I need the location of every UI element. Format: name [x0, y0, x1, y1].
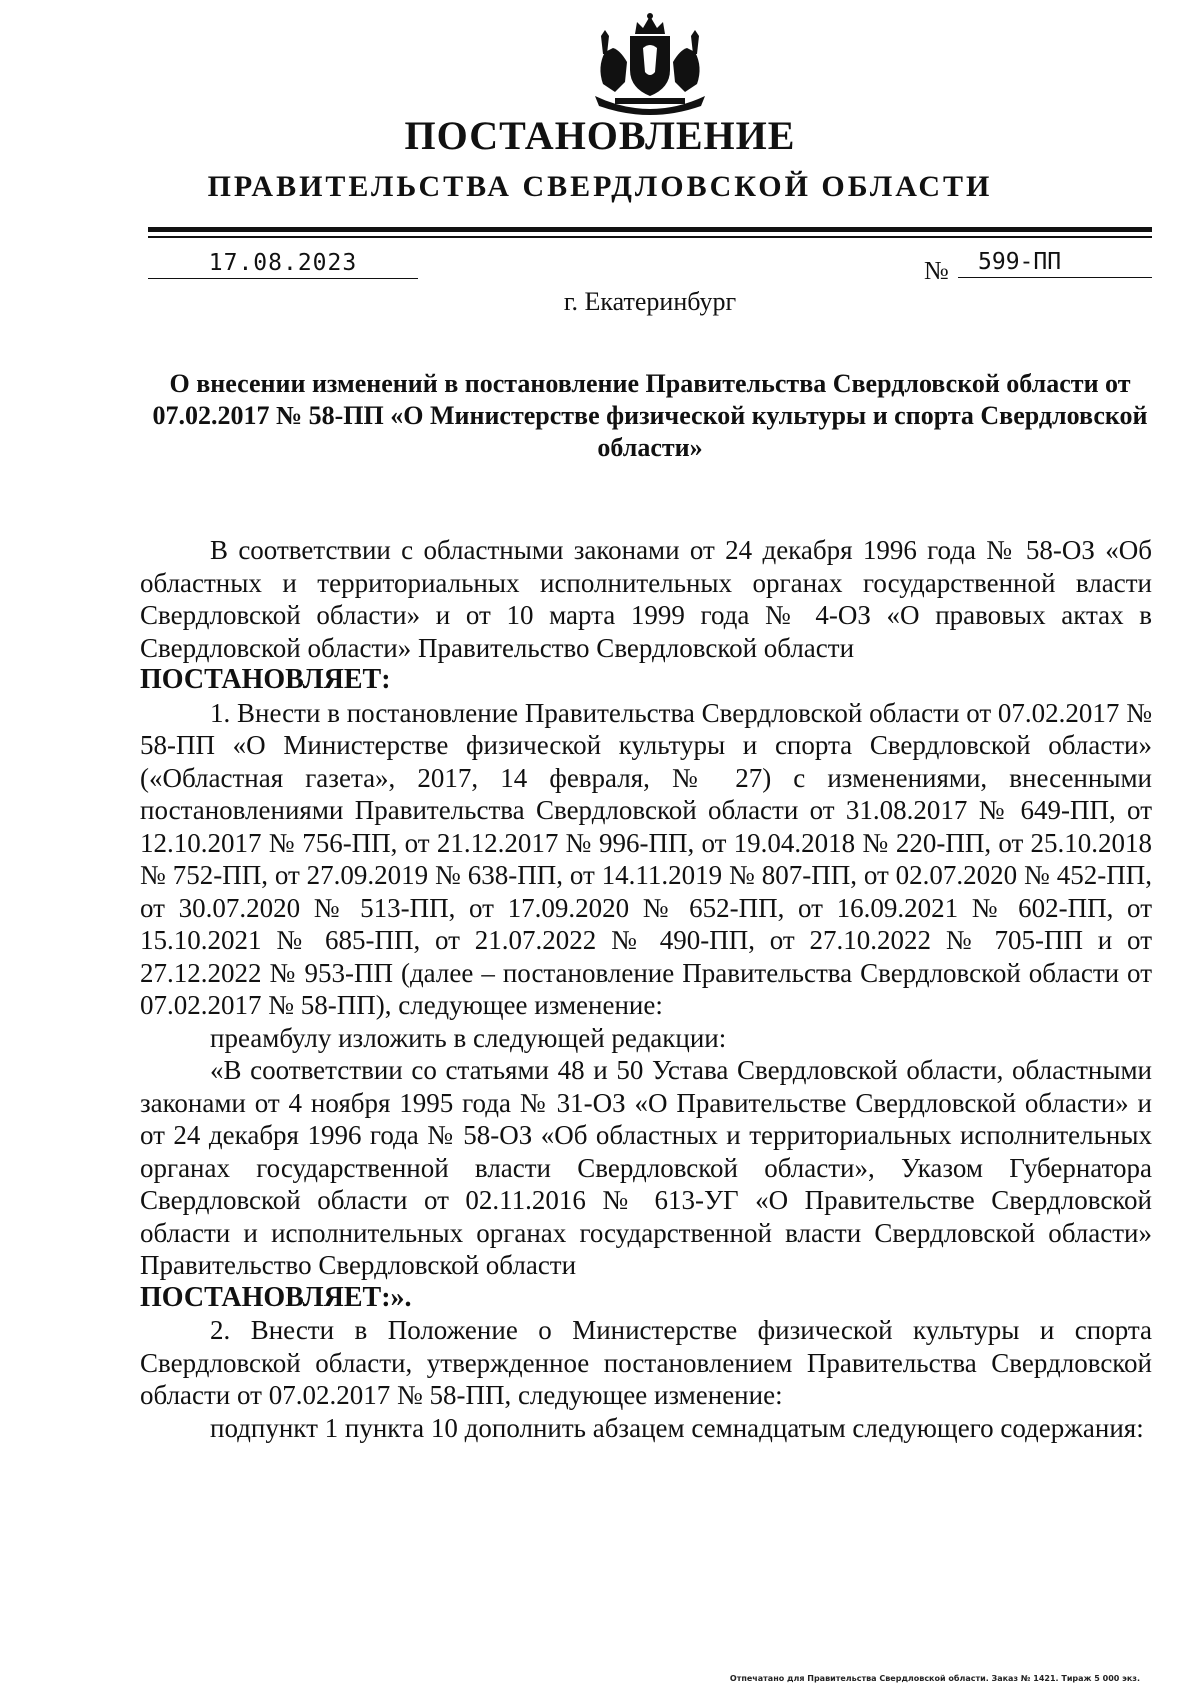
- header-divider-thin: [148, 236, 1152, 238]
- quote-paragraph: «В соответствии со статьями 48 и 50 Устава Свердловской области, областными законами от 4 ноября 1995 года № 31-ОЗ «О Правительстве Свердловской области» и от 24 декабря 1996 года № 58-ОЗ «Об областных и территориальных исполнительных органах государственной власти Свердловской области», Указом Губернатора Свердловской области от 02.11.2016 № 613-УГ «О Правительстве Свердловской области и исполнительных органах государственной власти Свердловской области» Правительство Свердловской области: [140, 1055, 1152, 1280]
- document-number: 599-ПП: [958, 249, 1152, 278]
- coat-of-arms-icon: [575, 12, 725, 122]
- preamble-paragraph: В соответствии с областными законами от 24 декабря 1996 года № 58-ОЗ «Об областных и территориальных исполнительных органах государственной власти Свердловской области» и от 10 марта 1999 года № 4-ОЗ «О правовых актах в Свердловской области» Правительство Свердловской области: [140, 535, 1152, 663]
- header-divider-thick: [148, 227, 1152, 232]
- number-label: №: [924, 256, 949, 285]
- document-date: 17.08.2023: [148, 250, 418, 279]
- print-footer: Отпечатано для Правительства Свердловской области. Заказ № 1421. Тираж 5 000 экз.: [729, 1674, 1140, 1683]
- item-2-sub-paragraph: подпункт 1 пункта 10 дополнить абзацем семнадцатым следующего содержания:: [210, 1412, 1144, 1443]
- item-1-sub-paragraph: преамбулу изложить в следующей редакции:: [210, 1022, 727, 1053]
- item-2-paragraph: 2. Внести в Положение о Министерстве физической культуры и спорта Свердловской области, утвержденное постановлением Правительства Свердловской области от 07.02.2017 № 58-ПП, следующее изменение:: [140, 1315, 1152, 1410]
- document-title: ПОСТАНОВЛЕНИЕ: [404, 113, 796, 158]
- document-body: [140, 534, 1152, 1444]
- document-city: г. Екатеринбург: [563, 287, 737, 316]
- document-heading: О внесении изменений в постановление Правительства Свердловской области от 07.02.2017 № 58-ПП «О Министерстве физической культуры и спорта Свердловской области»: [152, 369, 1148, 462]
- quote-resolves-label: ПОСТАНОВЛЯЕТ:».: [140, 1281, 412, 1313]
- document-subtitle: ПРАВИТЕЛЬСТВА СВЕРДЛОВСКОЙ ОБЛАСТИ: [207, 170, 993, 203]
- resolves-label: ПОСТАНОВЛЯЕТ:: [140, 664, 391, 695]
- item-1-paragraph: 1. Внести в постановление Правительства Свердловской области от 07.02.2017 № 58-ПП «О Министерстве физической культуры и спорта Свердловской области» («Областная газета», 2017, 14 февраля, № 27) с изменениями, внесенными постановлениями Правительства Свердловской области от 31.08.2017 № 649-ПП, от 12.10.2017 № 756-ПП, от 21.12.2017 № 996-ПП, от 19.04.2018 № 220-ПП, от 25.10.2018 № 752-ПП, от 27.09.2019 № 638-ПП, от 14.11.2019 № 807-ПП, от 02.07.2020 № 452-ПП, от 30.07.2020 № 513-ПП, от 17.09.2020 № 652-ПП, от 16.09.2021 № 602-ПП, от 15.10.2021 № 685-ПП, от 21.07.2022 № 490-ПП, от 27.10.2022 № 705-ПП и от 27.12.2022 № 953-ПП (далее – постановление Правительства Свердловской области от 07.02.2017 № 58-ПП), следующее изменение:: [140, 697, 1152, 1020]
